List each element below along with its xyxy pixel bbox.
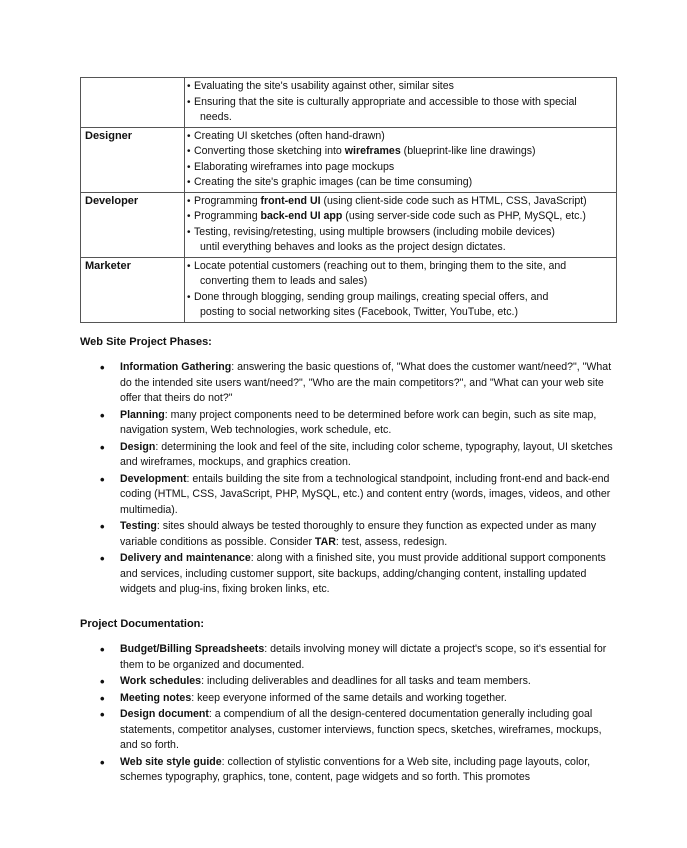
duty-text: Elaborating wireframes into page mockups [194,160,395,173]
duty-item [187,144,612,160]
bullet-icon: • [187,195,191,207]
duty-emphasis: front-end UI [260,194,321,207]
list-item [80,360,620,407]
item-term: Meeting notes [120,691,192,704]
bullet-icon: • [187,211,191,222]
item-term: Design [120,440,156,453]
duties-cell [185,192,617,257]
list-item [80,519,620,550]
item-term: Budget/Billing Spreadsheets [120,643,265,655]
bullet-icon: • [187,161,191,173]
bullet-icon: • [100,471,105,487]
bullet-icon: • [100,707,105,722]
bullet-icon: • [187,260,191,272]
duty-emphasis: back-end UI app [260,210,343,222]
duty-text: Programming [194,210,261,222]
bullet-icon: • [187,96,191,108]
role-cell [81,78,185,128]
duty-text: Ensuring that the site is culturally appropriate and accessible to those with special [194,95,577,108]
duty-item [187,290,612,321]
phases-heading: Web Site Project Phases: [80,336,212,348]
list-item [80,674,620,690]
item-text: : along with a finished site, you must provide additional support components and services, including customer support, site backups, adding/changing content, installing updated widgets and plug-ins, fixing broken links, etc. [120,552,606,595]
duties-cell [185,127,617,192]
duty-item [187,259,612,290]
duty-text: Creating the site's graphic images (can be time consuming) [194,176,473,188]
duty-item [187,79,612,95]
list-item [80,707,620,754]
duty-emphasis: wireframes [344,145,401,157]
item-term: Information Gathering [120,361,232,373]
duty-text: Locate potential customers (reaching out to them, bringing them to the site, and [194,259,567,272]
bullet-icon: • [100,754,105,770]
list-item [80,472,620,519]
bullet-icon: • [187,226,191,238]
table-row [81,127,617,192]
item-text: : keep everyone informed of the same details and working together. [191,691,507,704]
list-item [80,440,620,471]
duty-text: Testing, revising/retesting, using multiple browsers (including mobile devices) [194,225,555,238]
item-text: : test, assess, redesign. [335,535,448,548]
duty-item [187,95,612,126]
bullet-icon: • [100,674,105,689]
duty-text: Programming [194,194,261,207]
phases-list [80,360,620,599]
bullet-icon: • [100,519,105,534]
item-term: Web site style guide [120,755,222,768]
item-term: TAR [314,535,336,548]
duty-text: Creating UI sketches (often hand-drawn) [194,129,385,142]
item-term: Design document [120,708,209,720]
duty-text: Evaluating the site's usability against other, similar sites [194,80,454,92]
bullet-icon: • [187,146,191,157]
item-text: : a compendium of all the design-centered documentation generally including goal statements, competitor analyses, customer interviews, function specs, sketches, wireframes, mockups, and so forth. [120,708,602,751]
bullet-icon: • [100,439,105,455]
duty-continuation: until everything behaves and looks as the project design dictates. [200,241,506,253]
documentation-heading: Project Documentation: [80,618,205,630]
duty-text: (blueprint-like line drawings) [400,145,536,157]
documentation-list [80,642,620,787]
duty-text: (using server-side code such as PHP, MySQL, etc.) [342,210,586,222]
item-text: : details involving money will dictate a project's scope, so it's essential for them to be organized and documented. [120,643,607,671]
duty-text: (using client-side code such as HTML, CSS, JavaScript) [320,194,587,207]
bullet-icon: • [100,690,105,706]
item-text: : determining the look and feel of the site, including color scheme, typography, layout, UI sketches and wireframes, mockups, and graphics creation. [120,440,613,468]
duty-continuation: converting them to leads and sales) [200,275,368,287]
duty-item [187,209,612,225]
item-text: : many project components need to be determined before work can begin, such as site map, navigation system, Web technologies, work schedule, etc. [120,408,597,436]
item-text: : including deliverables and deadlines for all tasks and team members. [201,675,531,687]
duty-item [187,175,612,191]
item-term: Development [120,472,187,485]
duty-item [187,129,612,145]
role-cell: Developer [81,192,185,257]
duties-cell [185,78,617,128]
role-cell: Marketer [81,257,185,322]
list-item [80,755,620,786]
bullet-icon: • [100,642,105,657]
bullet-icon: • [187,177,191,188]
item-text: : entails building the site from a technological standpoint, including front-end and back-end coding (HTML, CSS, JavaScript, PHP, MySQL, etc.) and content entry (words, images, videos, and other multimedia). [120,472,611,516]
list-item [80,408,620,439]
bullet-icon: • [100,360,105,375]
duty-continuation: needs. [200,111,232,123]
bullet-icon: • [187,291,191,303]
item-term: Work schedules [120,675,202,687]
duties-cell [185,257,617,322]
bullet-icon: • [187,130,191,142]
table-row [81,78,617,128]
duty-text: Done through blogging, sending group mailings, creating special offers, and [194,290,549,303]
roles-table [80,77,617,323]
item-text: : answering the basic questions of, "What does the customer want/need?", "What do the intended site users want/need?", "Who are the main competitors?", and "What can your web site offer that theirs do not?" [120,361,612,404]
list-item [80,691,620,707]
duty-continuation: posting to social networking sites (Facebook, Twitter, YouTube, etc.) [200,306,518,318]
item-text: : collection of stylistic conventions for a Web site, including page layouts, color, schemes typography, graphics, tone, content, page widgets and so forth. This promotes [120,755,591,783]
item-term: Delivery and maintenance [120,552,251,564]
bullet-icon: • [100,551,105,566]
bullet-icon: • [187,81,191,92]
bullet-icon: • [100,407,105,423]
duty-item [187,225,612,256]
duty-item [187,160,612,176]
list-item [80,551,620,598]
item-text: : sites should always be tested thoroughly to ensure they function as expected under as many variable conditions as possible. Consider [120,520,597,548]
table-row [81,257,617,322]
item-term: Planning [120,408,165,421]
table-row [81,192,617,257]
duty-item [187,194,612,210]
list-item [80,642,620,673]
item-term: Testing [120,520,157,532]
role-cell: Designer [81,127,185,192]
duty-text: Converting those sketching into [194,145,345,157]
